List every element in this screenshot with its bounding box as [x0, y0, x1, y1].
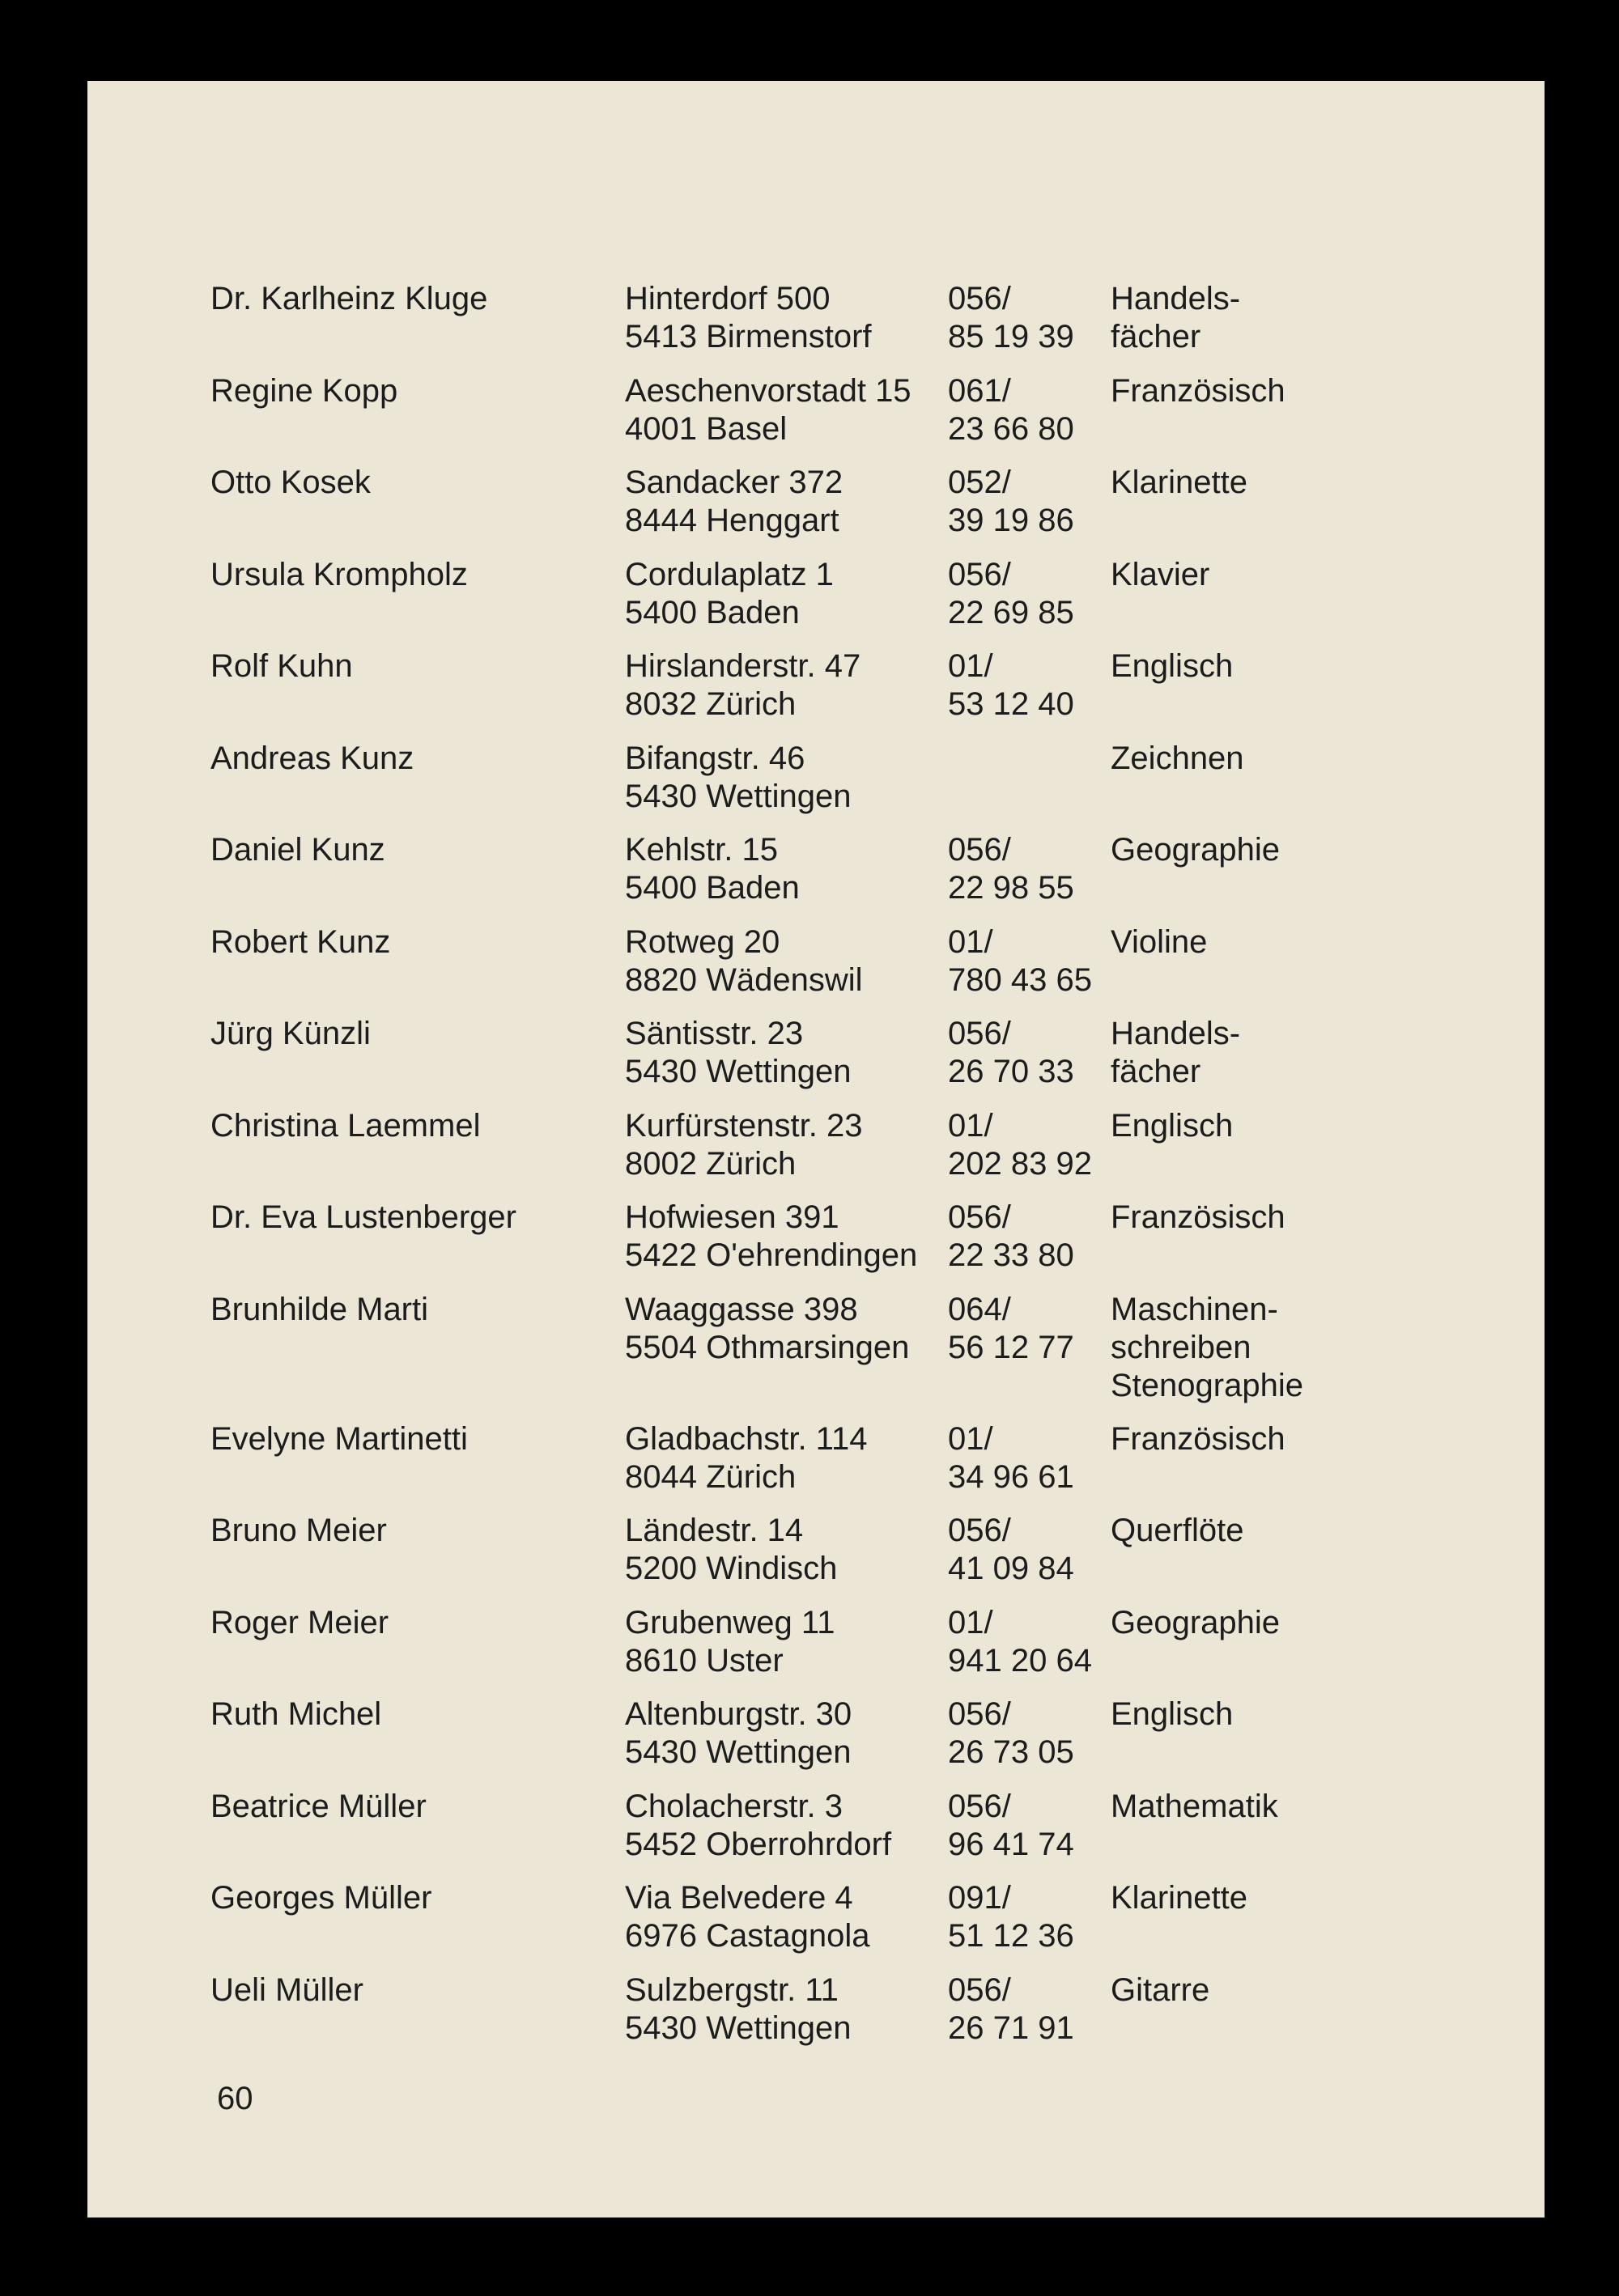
directory-list: [210, 280, 1473, 2063]
entry-city: 8820 Wädenswil: [625, 961, 863, 998]
entry-phone: [948, 1788, 1074, 1864]
directory-entry: [210, 831, 1473, 923]
entry-subject: [1111, 1291, 1303, 1405]
entry-street: Kehlstr. 15: [625, 832, 779, 868]
entry-subject-line: Gitarre: [1111, 1971, 1210, 2008]
entry-phone-area-code: 052/: [948, 465, 1011, 500]
entry-city: 5430 Wettingen: [625, 1054, 852, 1089]
entry-phone-number: 41 09 84: [948, 1551, 1074, 1586]
directory-entry: [210, 1420, 1473, 1513]
entry-phone-area-code: 056/: [948, 1513, 1011, 1548]
entry-phone-area-code: 056/: [948, 1788, 1011, 1824]
entry-subject-line: Englisch: [1111, 648, 1234, 684]
entry-name: Roger Meier: [210, 1604, 389, 1640]
entry-subject: [1111, 1107, 1233, 1145]
entry-subject: [1111, 923, 1207, 961]
entry-subject-line: Französisch: [1111, 1420, 1285, 1457]
entry-subject-line: Querflöte: [1111, 1513, 1244, 1548]
entry-phone: [948, 1971, 1074, 2048]
entry-subject: [1111, 831, 1280, 869]
entry-phone: [948, 1604, 1092, 1680]
entry-phone-area-code: 01/: [948, 1604, 993, 1640]
entry-phone-area-code: 056/: [948, 1199, 1011, 1235]
entry-name: Georges Müller: [210, 1880, 432, 1916]
entry-city: 6976 Castagnola: [625, 1918, 870, 1954]
entry-phone: [948, 1695, 1074, 1772]
directory-entry: [210, 1015, 1473, 1107]
entry-phone-number: 941 20 64: [948, 1642, 1092, 1678]
entry-subject-line: Französisch: [1111, 372, 1285, 409]
entry-subject-line: Violine: [1111, 923, 1208, 960]
entry-phone: [948, 647, 1074, 724]
directory-entry: [210, 1604, 1473, 1696]
entry-address: [625, 647, 860, 724]
entry-street: Via Belvedere 4: [625, 1880, 853, 1916]
entry-city: 8002 Zürich: [625, 1145, 797, 1182]
entry-subject: [1111, 280, 1240, 356]
directory-entry: [210, 1788, 1473, 1880]
entry-name: Daniel Kunz: [210, 832, 385, 868]
entry-city: 5200 Windisch: [625, 1551, 838, 1586]
entry-phone: [948, 280, 1074, 356]
directory-entry: [210, 464, 1473, 556]
entry-subject-line: Französisch: [1111, 1199, 1285, 1235]
directory-entry: [210, 647, 1473, 740]
entry-phone: [948, 923, 1092, 999]
entry-address: [625, 1015, 851, 1091]
entry-subject: [1111, 1604, 1280, 1642]
entry-phone-number: 85 19 39: [948, 319, 1074, 354]
entry-street: Rotweg 20: [625, 923, 780, 960]
entry-phone: [948, 1199, 1074, 1275]
entry-address: [625, 1879, 869, 1955]
entry-subject: [1111, 1788, 1278, 1826]
entry-phone-number: 23 66 80: [948, 410, 1074, 447]
entry-name: Ruth Michel: [210, 1696, 382, 1732]
entry-address: [625, 740, 851, 816]
entry-subject-line: Handels-: [1111, 1016, 1241, 1051]
entry-street: Kurfürstenstr. 23: [625, 1107, 863, 1144]
entry-name: Rolf Kuhn: [210, 648, 353, 684]
directory-entry: [210, 1199, 1473, 1291]
entry-name: Brunhilde Marti: [210, 1291, 429, 1327]
directory-entry: [210, 280, 1473, 372]
entry-name: Christina Laemmel: [210, 1107, 481, 1144]
entry-phone-area-code: 056/: [948, 281, 1011, 316]
entry-city: 5422 O'ehrendingen: [625, 1237, 918, 1273]
entry-subject-line: Geographie: [1111, 832, 1281, 868]
entry-street: Cholacherstr. 3: [625, 1788, 843, 1824]
entry-street: Altenburgstr. 30: [625, 1696, 852, 1732]
entry-city: 8044 Zürich: [625, 1458, 797, 1495]
entry-street: Hinterdorf 500: [625, 281, 831, 316]
entry-phone-area-code: 056/: [948, 1016, 1011, 1051]
entry-phone-number: 96 41 74: [948, 1826, 1074, 1862]
entry-street: Hofwiesen 391: [625, 1199, 839, 1235]
directory-entry: [210, 556, 1473, 648]
entry-phone: [948, 372, 1074, 448]
entry-name: Andreas Kunz: [210, 740, 414, 776]
entry-city: 5452 Oberrohrdorf: [625, 1826, 892, 1862]
entry-phone-area-code: 01/: [948, 1420, 993, 1457]
entry-phone-area-code: 091/: [948, 1880, 1011, 1916]
directory-entry: [210, 1291, 1473, 1420]
entry-city: 8032 Zürich: [625, 686, 797, 722]
entry-address: [625, 1604, 835, 1680]
entry-phone-number: 780 43 65: [948, 961, 1092, 998]
entry-street: Bifangstr. 46: [625, 740, 805, 776]
entry-phone-number: 53 12 40: [948, 686, 1074, 722]
entry-phone: [948, 1291, 1074, 1367]
entry-subject: [1111, 1695, 1233, 1734]
entry-phone-area-code: 061/: [948, 372, 1011, 409]
directory-entry: [210, 372, 1473, 465]
entry-phone: [948, 1879, 1074, 1955]
entry-street: Hirslanderstr. 47: [625, 648, 861, 684]
entry-phone-area-code: 064/: [948, 1291, 1011, 1327]
entry-city: 5413 Birmenstorf: [625, 319, 872, 354]
entry-street: Waaggasse 398: [625, 1291, 858, 1327]
entry-subject-line: schreiben: [1111, 1329, 1251, 1365]
entry-phone: [948, 831, 1074, 907]
entry-street: Säntisstr. 23: [625, 1016, 804, 1051]
entry-city: 5430 Wettingen: [625, 778, 852, 814]
entry-subject-line: Klarinette: [1111, 1880, 1247, 1916]
entry-subject: [1111, 740, 1244, 778]
document-page: [87, 81, 1545, 2217]
entry-street: Sulzbergstr. 11: [625, 1971, 839, 2008]
entry-city: 5504 Othmarsingen: [625, 1329, 910, 1365]
entry-name: Jürg Künzli: [210, 1016, 371, 1051]
entry-phone: [948, 464, 1074, 540]
entry-phone-number: 51 12 36: [948, 1918, 1074, 1954]
entry-phone-area-code: 01/: [948, 1107, 993, 1144]
entry-phone-number: 26 71 91: [948, 2010, 1074, 2046]
entry-subject: [1111, 1971, 1209, 2010]
entry-phone-area-code: 056/: [948, 832, 1011, 868]
entry-subject: [1111, 1879, 1247, 1917]
entry-address: [625, 1788, 891, 1864]
entry-name: Dr. Eva Lustenberger: [210, 1199, 516, 1235]
entry-phone-number: 56 12 77: [948, 1329, 1074, 1365]
entry-subject: [1111, 1420, 1285, 1458]
entry-name: Beatrice Müller: [210, 1788, 427, 1824]
entry-phone-area-code: 01/: [948, 923, 993, 960]
entry-subject-line: Mathematik: [1111, 1788, 1278, 1824]
entry-subject: [1111, 1512, 1244, 1550]
entry-phone-number: 22 98 55: [948, 870, 1074, 906]
entry-street: Ländestr. 14: [625, 1513, 804, 1548]
page-number: 60: [217, 2081, 253, 2116]
entry-subject-line: Englisch: [1111, 1696, 1234, 1732]
entry-subject-line: Stenographie: [1111, 1367, 1303, 1403]
entry-subject: [1111, 647, 1233, 685]
entry-city: 8610 Uster: [625, 1642, 784, 1678]
directory-entry: [210, 1879, 1473, 1971]
entry-phone-number: 26 73 05: [948, 1734, 1074, 1770]
entry-phone: [948, 556, 1074, 632]
directory-entry: [210, 923, 1473, 1016]
entry-phone-number: 26 70 33: [948, 1054, 1074, 1089]
entry-address: [625, 1971, 851, 2048]
directory-entry: [210, 1695, 1473, 1788]
entry-phone-number: 202 83 92: [948, 1145, 1092, 1182]
entry-name: Dr. Karlheinz Kluge: [210, 281, 488, 316]
entry-city: 8444 Henggart: [625, 503, 839, 538]
entry-address: [625, 923, 863, 999]
entry-phone-area-code: 056/: [948, 1696, 1011, 1732]
entry-subject-line: fächer: [1111, 319, 1201, 354]
entry-subject-line: Geographie: [1111, 1604, 1281, 1640]
entry-city: 5400 Baden: [625, 594, 800, 630]
entry-street: Grubenweg 11: [625, 1604, 835, 1640]
entry-phone: [948, 1420, 1074, 1496]
entry-subject-line: Englisch: [1111, 1107, 1234, 1144]
entry-address: [625, 1420, 867, 1496]
entry-city: 5430 Wettingen: [625, 2010, 852, 2046]
entry-subject-line: Zeichnen: [1111, 740, 1244, 776]
entry-phone-number: 34 96 61: [948, 1458, 1074, 1495]
entry-street: Cordulaplatz 1: [625, 556, 834, 592]
entry-phone: [948, 1512, 1074, 1588]
entry-subject: [1111, 464, 1247, 502]
entry-subject: [1111, 372, 1285, 410]
directory-entry: [210, 740, 1473, 832]
entry-address: [625, 1199, 917, 1275]
entry-city: 5400 Baden: [625, 870, 800, 906]
entry-name: Bruno Meier: [210, 1513, 387, 1548]
entry-subject-line: Klavier: [1111, 556, 1210, 592]
entry-name: Ueli Müller: [210, 1971, 363, 2008]
entry-subject: [1111, 556, 1209, 594]
entry-phone-number: 22 33 80: [948, 1237, 1074, 1273]
entry-subject-line: Handels-: [1111, 281, 1241, 316]
entry-city: 5430 Wettingen: [625, 1734, 852, 1770]
directory-entry: [210, 1107, 1473, 1199]
entry-name: Otto Kosek: [210, 465, 371, 500]
directory-entry: [210, 1971, 1473, 2064]
entry-street: Gladbachstr. 114: [625, 1420, 868, 1457]
entry-address: [625, 1512, 837, 1588]
entry-subject: [1111, 1015, 1240, 1091]
entry-subject-line: Maschinen-: [1111, 1291, 1278, 1327]
entry-address: [625, 831, 800, 907]
entry-address: [625, 372, 911, 448]
entry-subject-line: Klarinette: [1111, 465, 1247, 500]
entry-subject-line: fächer: [1111, 1054, 1201, 1089]
entry-address: [625, 280, 872, 356]
entry-address: [625, 464, 843, 540]
entry-name: Regine Kopp: [210, 372, 398, 409]
entry-subject: [1111, 1199, 1285, 1237]
entry-street: Sandacker 372: [625, 465, 843, 500]
entry-address: [625, 556, 834, 632]
entry-address: [625, 1107, 862, 1183]
entry-phone-area-code: 01/: [948, 648, 993, 684]
entry-name: Evelyne Martinetti: [210, 1420, 468, 1457]
entry-phone: [948, 1015, 1074, 1091]
entry-phone-area-code: 056/: [948, 556, 1011, 592]
entry-phone-number: 22 69 85: [948, 594, 1074, 630]
entry-phone-number: 39 19 86: [948, 503, 1074, 538]
entry-city: 4001 Basel: [625, 410, 788, 447]
entry-phone: [948, 1107, 1092, 1183]
directory-entry: [210, 1512, 1473, 1604]
entry-name: Ursula Krompholz: [210, 556, 468, 592]
entry-address: [625, 1291, 909, 1367]
entry-address: [625, 1695, 852, 1772]
entry-name: Robert Kunz: [210, 923, 391, 960]
entry-phone-area-code: 056/: [948, 1971, 1011, 2008]
entry-street: Aeschenvorstadt 15: [625, 372, 911, 409]
